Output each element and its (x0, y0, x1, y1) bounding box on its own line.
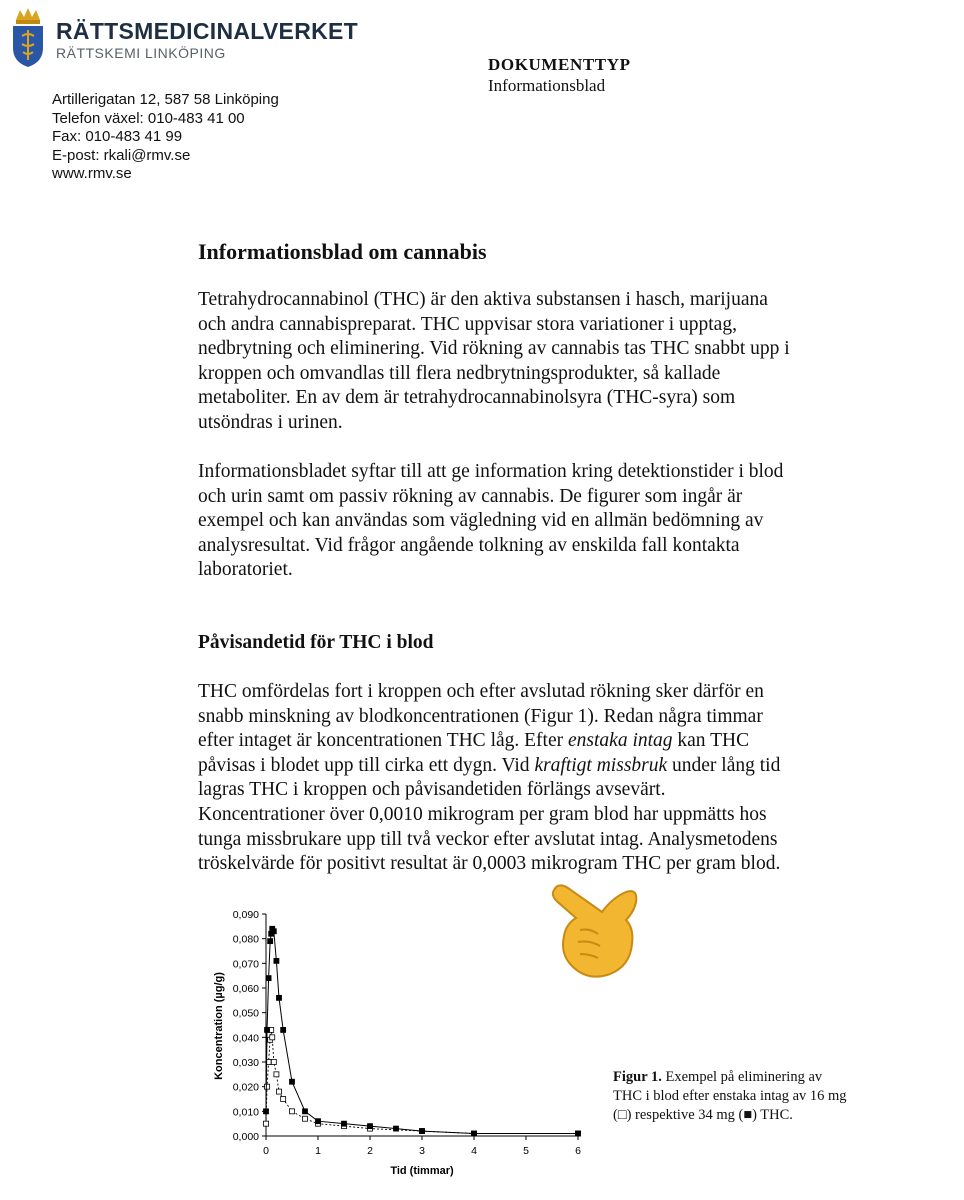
crest-icon (10, 6, 46, 68)
blood-detection-paragraph (198, 680, 878, 877)
data-point-filled (472, 1131, 477, 1136)
pointing-hand-icon (550, 878, 642, 982)
text-line: utsöndras i urinen. (198, 411, 343, 433)
document-type-label: DOKUMENTTYP (488, 55, 631, 74)
text-line: analysresultat. Vid frågor angående tolkning av enskilda fall kontakta (198, 534, 740, 556)
data-point-filled (265, 1027, 270, 1032)
x-tick-label: 1 (315, 1145, 321, 1157)
data-point-open (281, 1097, 286, 1102)
organization-name: RÄTTSMEDICINALVERKET (56, 18, 359, 44)
data-point-filled (290, 1079, 295, 1084)
text-line: snabb minskning av blodkoncentrationen (Figur 1). Redan några timmar (198, 705, 763, 727)
data-point-open (277, 1089, 282, 1094)
x-tick-label: 5 (523, 1145, 529, 1157)
text-line: laboratoriet. (198, 559, 293, 581)
document-type (488, 54, 631, 96)
text-line: och urin samt om passiv rökning av cannabis. De figurer som ingår är (198, 485, 743, 507)
text-line: metaboliter. En av dem är tetrahydrocannabinolsyra (THC-syra) som (198, 387, 736, 409)
data-point-filled (271, 929, 276, 934)
figure-caption-text: Exempel på eliminering av THC i blod efter enstaka intag av 16 mg (□) respektive 34 mg (■) THC. (613, 1069, 847, 1123)
x-axis-ticks (263, 1136, 581, 1157)
data-point-filled (264, 1109, 269, 1114)
text-line: kroppen och omvandlas till flera nedbrytningsprodukter, så kallade (198, 362, 721, 384)
y-tick-label: 0,070 (232, 958, 259, 971)
x-tick-label: 4 (471, 1145, 477, 1157)
figure-caption (613, 1068, 853, 1125)
data-point-filled (576, 1131, 581, 1136)
organization-header (56, 18, 358, 61)
data-point-filled (316, 1119, 321, 1124)
data-point-filled (420, 1129, 425, 1134)
data-point-filled (274, 958, 279, 963)
text-line: Koncentrationer över 0,0010 mikrogram per gram blod har uppmätts hos (198, 803, 767, 825)
data-point-open (274, 1072, 279, 1077)
text-line: nedbrytning och eliminering. Vid rökning av cannabis tas THC snabbt upp i (198, 338, 790, 360)
x-tick-label: 3 (419, 1145, 425, 1157)
text-line: tröskelvärde för positivt resultat är 0,0003 mikrogram THC per gram blod. (198, 853, 781, 875)
chart-series (264, 926, 581, 1136)
text-segment: kan THC (672, 730, 750, 752)
website-line: www.rmv.se (52, 165, 132, 182)
text-line: Tetrahydrocannabinol (THC) är den aktiva substansen i hasch, marijuana (198, 289, 768, 310)
x-tick-label: 6 (575, 1145, 581, 1157)
text-segment: efter intaget är koncentrationen THC låg. Efter (198, 730, 568, 752)
text-line: exempel och kan användas som vägledning vid en allmän bedömning av (198, 510, 764, 532)
data-point-filled (268, 939, 273, 944)
text-segment: under lång tid (667, 754, 781, 776)
data-point-filled (368, 1124, 373, 1129)
phone-line: Telefon växel: 010-483 41 00 (52, 109, 245, 127)
data-point-filled (281, 1027, 286, 1032)
y-tick-label: 0,040 (232, 1032, 259, 1045)
chart-axes (266, 914, 578, 1136)
y-tick-label: 0,010 (232, 1106, 259, 1119)
text-line: THC omfördelas fort i kroppen och efter avslutad rökning sker därför en (198, 681, 764, 702)
text-segment: påvisas i blodet upp till cirka ett dygn. Vid (198, 754, 535, 776)
section-heading: Påvisandetid för THC i blod (198, 632, 434, 653)
data-point-open (270, 1035, 275, 1040)
address-block (52, 91, 279, 184)
x-tick-label: 0 (263, 1145, 269, 1157)
data-point-open (271, 1060, 276, 1065)
fax-line: Fax: 010-483 41 99 (52, 128, 183, 145)
y-tick-label: 0,080 (232, 933, 259, 946)
series-line-16-mg (266, 1030, 578, 1134)
data-point-filled (342, 1121, 347, 1126)
text-line (198, 754, 878, 779)
emphasis-text: kraftigt missbruk (534, 754, 668, 776)
data-point-open (290, 1109, 295, 1114)
page-title: Informationsblad om cannabis (198, 239, 487, 264)
address-line: Artillerigatan 12, 587 58 Linköping (52, 91, 279, 108)
y-tick-label: 0,030 (232, 1057, 259, 1069)
data-point-filled (266, 976, 271, 981)
text-line: lagras THC i kroppen och påvisandetiden förlängs avsevärt. (198, 779, 666, 801)
figure-label: Figur 1. (613, 1069, 662, 1085)
y-tick-label: 0,050 (232, 1007, 259, 1020)
y-axis-ticks (233, 909, 266, 1143)
x-tick-label: 2 (367, 1145, 373, 1157)
email-line: E-post: rkali@rmv.se (52, 146, 191, 164)
text-line (198, 729, 878, 754)
emphasis-text: enstaka intag (568, 730, 673, 752)
y-tick-label: 0,000 (232, 1131, 259, 1143)
data-point-open (265, 1084, 270, 1089)
text-line: tunga missbrukare upp till två veckor efter avslutat intag. Analysmetodens (198, 828, 778, 850)
organization-department: RÄTTSKEMI LINKÖPING (56, 45, 226, 61)
text-line: och andra cannabispreparat. THC uppvisar stora variationer i upptag, (198, 313, 737, 335)
y-tick-label: 0,060 (232, 983, 259, 995)
purpose-paragraph (198, 460, 858, 583)
data-point-open (264, 1121, 269, 1126)
intro-paragraph (198, 288, 858, 436)
data-point-filled (303, 1109, 308, 1114)
thc-elimination-chart (200, 898, 600, 1188)
y-tick-label: 0,020 (232, 1081, 259, 1094)
document-type-value: Informationsblad (488, 76, 606, 95)
series-line-34-mg (266, 929, 578, 1134)
y-axis-label: Koncentration (µg/g) (213, 972, 225, 1080)
data-point-filled (394, 1126, 399, 1131)
y-tick-label: 0,090 (232, 909, 259, 921)
text-line: Informationsbladet syftar till att ge information kring detektionstider i blod (198, 461, 784, 482)
data-point-open (303, 1116, 308, 1121)
x-axis-label: Tid (timmar) (390, 1165, 454, 1177)
data-point-filled (277, 995, 282, 1000)
